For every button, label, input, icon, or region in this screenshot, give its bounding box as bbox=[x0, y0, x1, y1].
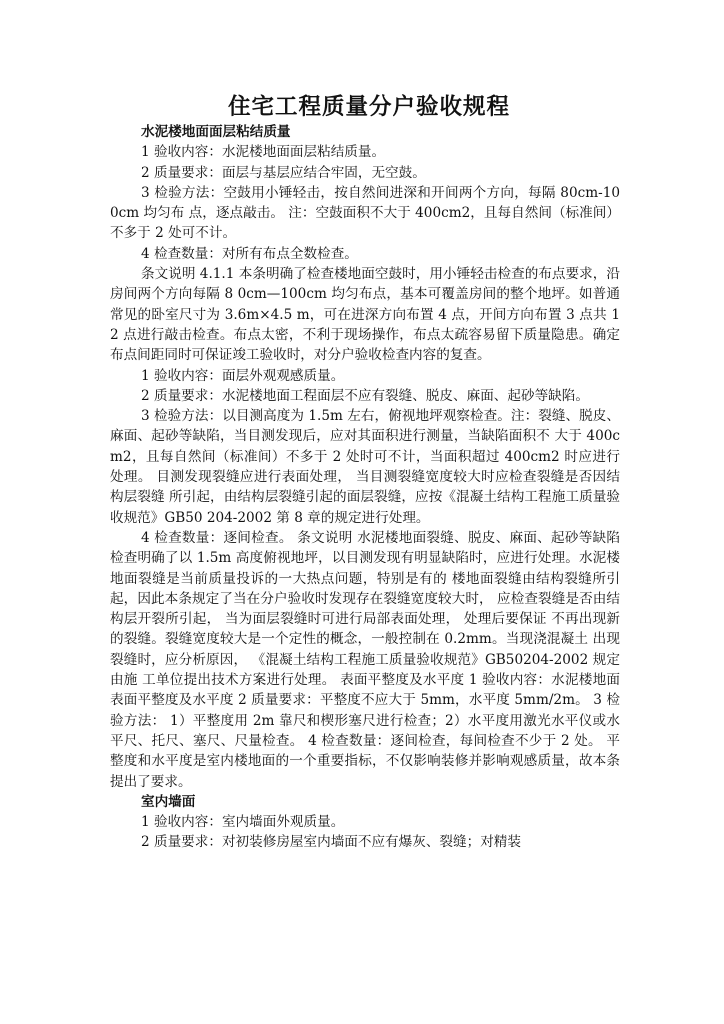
paragraph: 3 检验方法：空鼓用小锤轻击，按自然间进深和开间两个方向，每隔 80cm-100cm 均匀布 点，逐点敲击。 注：空鼓面积不大于 400cm2，且每自然间（标准间）不多于 2 处可不计。 bbox=[110, 184, 620, 242]
paragraph: 1 验收内容：面层外观观感质量。 bbox=[141, 367, 345, 384]
section-heading: 水泥楼地面面层粘结质量 bbox=[141, 124, 291, 140]
section-floor-bonding bbox=[110, 122, 620, 792]
paragraph: 2 质量要求：对初装修房屋室内墙面不应有爆灰、裂缝；对精装 bbox=[141, 834, 521, 851]
paragraph: 1 验收内容：室内墙面外观质量。 bbox=[141, 814, 345, 831]
document-title: 住宅工程质量分户验收规程 bbox=[227, 94, 510, 120]
section-heading: 室内墙面 bbox=[141, 793, 196, 810]
paragraph: 4 检查数量：逐间检查。 条文说明 水泥楼地面裂缝、脱皮、麻面、起砂等缺陷检查明确了以 1.5m 高度俯视地坪，以目测发现有明显缺陷时，应进行处理。水泥楼地面裂缝是当前质量投诉的一大热点问题，特别是有的 楼地面裂缝由结构裂缝所引起，因此本条规定了当在分户验收时发现存在裂缝宽度较大时， 应检查裂缝是否由结构层开裂所引起， 当为面层裂缝时可进行局部表面处理， 处理后要保证 不再出现新的裂缝。裂缝宽度较大是一个定性的概念，一般控制在 0.2mm。当现浇混凝土 出现裂缝时，应分析原因， 《混凝土结构工程施工质量验收规范》GB50204-2002 规定由施 工单位提出技术方案进行处理。 表面平整度及水平度 1 验收内容：水泥楼地面表面平整度及水平度 2 质量要求：平整度不应大于 5mm，水平度 5mm/2m。 3 检验方法： 1）平整度用 2m 靠尺和楔形塞尺进行检查；2）水平度用激光水平仪或水平尺、托尺、塞尺、尺量检查。 4 检查数量：逐间检查，每间检查不少于 2 处。 平整度和水平度是室内楼地面的一个重要指标，不仅影响装修并影响观感质量，故本条提出了要求。 bbox=[110, 529, 620, 790]
document-page bbox=[110, 92, 620, 853]
paragraph: 条文说明 4.1.1 本条明确了检查楼地面空鼓时，用小锤轻击检查的布点要求，沿房间两个方向每隔 8 0cm—100cm 均匀布点，基本可覆盖房间的整个地坪。如普通常见的卧室尺寸为 3.6m×4.5 m，可在进深方向布置 4 点，开间方向布置 3 点共 12 点进行敲击检查。布点太密，不利于现场操作，布点太疏容易留下质量隐患。确定布点间距同时可保证竣工验收时，对分户验收检查内容的复查。 bbox=[110, 266, 620, 364]
paragraph: 3 检验方法：以目测高度为 1.5m 左右，俯视地坪观察检查。注：裂缝、脱皮、麻面、起砂等缺陷，当目测发现后，应对其面积进行测量，当缺陷面积不 大于 400cm2，且每自然间（标准间）不多于 2 处时可不计，当面积超过 400cm2 时应进行 处理。 目测发现裂缝应进行表面处理， 当目测裂缝宽度较大时应检查裂缝是否因结构层裂缝 所引起，由结构层裂缝引起的面层裂缝，应按《混凝土结构工程施工质量验收规范》GB50 204-2002 第 8 章的规定进行处理。 bbox=[110, 408, 620, 526]
paragraph: 1 验收内容：水泥楼地面面层粘结质量。 bbox=[141, 144, 386, 161]
paragraph: 2 质量要求：水泥楼地面工程面层不应有裂缝、脱皮、麻面、起砂等缺陷。 bbox=[141, 387, 589, 404]
paragraph: 4 检查数量：对所有布点全数检查。 bbox=[141, 245, 358, 262]
section-interior-wall bbox=[110, 792, 620, 853]
paragraph: 2 质量要求：面层与基层应结合牢固，无空鼓。 bbox=[141, 164, 426, 181]
